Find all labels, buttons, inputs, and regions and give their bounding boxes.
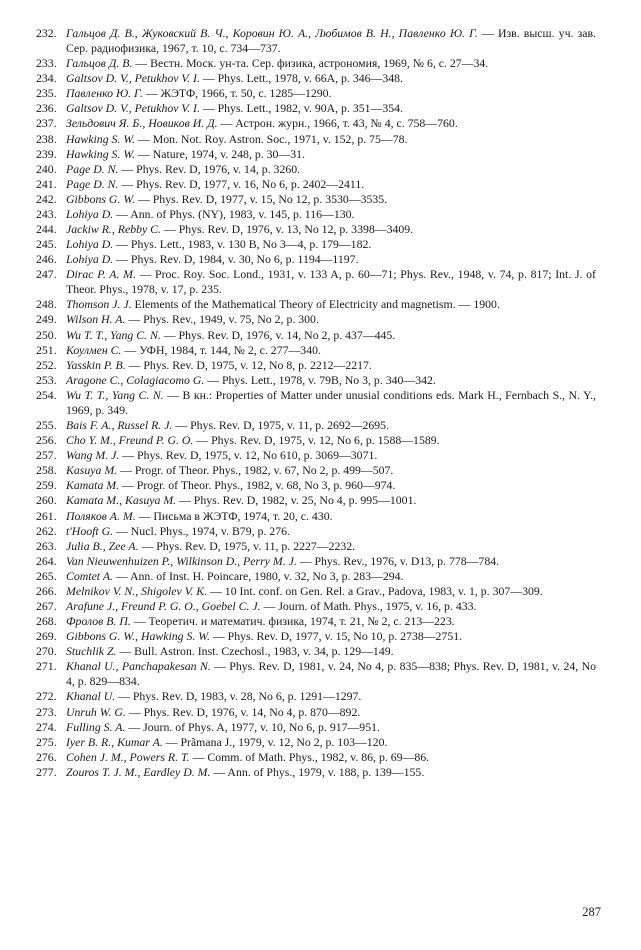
reference-source: — Bull. Astron. Inst. Czechosl., 1983, v. 34, p. 129—149.: [116, 644, 394, 659]
reference-authors: Gibbons G. W.: [66, 191, 136, 206]
reference-number: 264.: [36, 553, 57, 568]
reference-authors: Cho Y. M., Freund P. G. O.: [66, 433, 194, 448]
reference-number: 260.: [36, 493, 57, 508]
reference-source: — Proc. Roy. Soc. Lond., 1931, v. 133 A, p. 60—71; Phys. Rev., 1948, v. 74, p. 817; Int. J. of Theor. Phys., 1978, v. 17, p. 235.: [66, 267, 596, 297]
reference-entry: [36, 689, 596, 704]
reference-entry: [36, 629, 596, 644]
reference-source: — Prãmana J., 1979, v. 12, No 2, p. 103—120.: [162, 734, 388, 749]
reference-source: — Phys. Rev. D, 1977, v. 16, No 6, p. 2402—2411.: [118, 176, 365, 191]
reference-source: — Phys. Rev. D, 1983, v. 28, No 6, p. 1291—1297.: [115, 689, 362, 704]
reference-authors: Yasskin P. B.: [66, 357, 126, 372]
reference-entry: [36, 705, 596, 720]
reference-entry: [36, 720, 596, 735]
reference-source: — Phys. Rev. D, 1976, v. 14, p. 3260.: [118, 161, 301, 176]
reference-entry: [36, 644, 596, 659]
reference-number: 262.: [36, 523, 57, 538]
reference-number: 249.: [36, 312, 57, 327]
reference-number: 263.: [36, 538, 57, 553]
reference-number: 237.: [36, 116, 57, 131]
reference-authors: Aragone C., Colagiacomo G.: [66, 372, 205, 387]
reference-number: 248.: [36, 297, 57, 312]
reference-source: — Phys. Rev., 1976, v. D13, p. 778—784.: [296, 553, 500, 568]
reference-source: — Phys. Rev. D, 1975, v. 12, No 610, p. 3069—3071.: [119, 448, 378, 463]
reference-entry: [36, 222, 596, 237]
reference-source: — Progr. of Theor. Phys., 1982, v. 67, No 2, p. 499—507.: [117, 463, 394, 478]
reference-number: 273.: [36, 704, 57, 719]
reference-list: [36, 26, 596, 780]
reference-source: — Phys. Rev. D, 1975, v. 12, No 8, p. 2212—2217.: [125, 357, 372, 372]
reference-source: — Phys. Lett., 1978, v. 79B, No 3, p. 340—342.: [204, 372, 436, 387]
reference-authors: Гальцов Д. В., Жуковский В. Ч., Коровин Ю. А., Любимов В. Н., Павленко Ю. Г.: [66, 26, 478, 40]
reference-source: — Mon. Not. Roy. Astron. Soc., 1971, v. 152, p. 75—78.: [135, 131, 408, 146]
reference-number: 256.: [36, 433, 57, 448]
reference-entry: [36, 116, 596, 131]
reference-entry: [36, 599, 596, 614]
reference-authors: Hawking S. W.: [66, 131, 136, 146]
reference-entry: [36, 343, 596, 358]
reference-entry: [36, 86, 596, 101]
reference-authors: Van Nieuwenhuizen P., Wilkinson D., Perry M. J.: [66, 553, 297, 568]
reference-authors: Kamata M.: [66, 478, 120, 493]
reference-entry: [36, 56, 596, 71]
reference-number: 277.: [36, 764, 57, 779]
reference-number: 267.: [36, 598, 57, 613]
reference-number: 245.: [36, 237, 57, 252]
reference-entry: [36, 132, 596, 147]
reference-source: — Phys. Lett., 1982, v. 90A, p. 351—354.: [199, 101, 403, 116]
reference-number: 236.: [36, 101, 57, 116]
reference-entry: [36, 418, 596, 433]
reference-entry: [36, 312, 596, 327]
reference-entry: [36, 237, 596, 252]
reference-source: — Астрон. журн., 1966, т. 43, № 4, с. 758—760.: [217, 116, 458, 131]
reference-authors: Comtet A.: [66, 568, 113, 583]
reference-number: 276.: [36, 749, 57, 764]
reference-authors: Fulling S. A.: [66, 719, 126, 734]
reference-authors: Lohiya D.: [66, 252, 114, 267]
reference-source: — Phys. Rev. D, 1975, v. 11, p. 2692—2695.: [172, 418, 389, 433]
reference-number: 269.: [36, 629, 57, 644]
reference-number: 272.: [36, 689, 57, 704]
reference-entry: [36, 735, 596, 750]
reference-entry: [36, 569, 596, 584]
reference-entry: [36, 358, 596, 373]
reference-authors: Unruh W. G.: [66, 704, 126, 719]
reference-source: Elements of the Mathematical Theory of Electricity and magnetism. — 1900.: [131, 297, 500, 312]
reference-authors: Kasuya M.: [66, 463, 118, 478]
reference-source: — Phys. Rev. D, 1984, v. 30, No 6, p. 1194—1197.: [113, 252, 359, 267]
reference-entry: [36, 177, 596, 192]
reference-entry: [36, 373, 596, 388]
reference-authors: Page D. N.: [66, 161, 119, 176]
reference-authors: Khanal U.: [66, 689, 116, 704]
reference-authors: Kamata M., Kasuya M.: [66, 493, 177, 508]
reference-number: 255.: [36, 418, 57, 433]
reference-source: — Phys. Rev. D, 1976, v. 13, No 12, p. 3398—3409.: [161, 222, 414, 237]
reference-authors: Iyer B. R., Kumar A.: [66, 734, 163, 749]
reference-entry: [36, 388, 596, 418]
reference-number: 254.: [36, 387, 57, 402]
reference-source: — УФН, 1984, т. 144, № 2, с. 277—340.: [121, 342, 321, 357]
reference-number: 270.: [36, 644, 57, 659]
reference-entry: [36, 509, 596, 524]
reference-entry: [36, 267, 596, 297]
reference-entry: [36, 584, 596, 599]
reference-source: — Ann. of Phys., 1979, v. 188, p. 139—155.: [210, 764, 425, 779]
reference-source: — 10 Int. conf. on Gen. Rel. a Grav., Padova, 1983, v. 1, p. 307—309.: [207, 583, 543, 598]
reference-number: 233.: [36, 56, 57, 71]
reference-number: 275.: [36, 734, 57, 749]
reference-authors: Thomson J. J.: [66, 297, 132, 312]
reference-source: — Nature, 1974, v. 248, p. 30—31.: [135, 146, 305, 161]
reference-authors: Galtsov D. V., Petukhov V. I.: [66, 101, 200, 116]
reference-number: 268.: [36, 614, 57, 629]
reference-entry: [36, 162, 596, 177]
reference-source: — ЖЭТФ, 1966, т. 50, с. 1285—1290.: [142, 86, 332, 101]
reference-source: — Phys. Rev. D, 1977, v. 15, No 10, p. 2738—2751.: [209, 629, 463, 644]
reference-authors: Wilson H. A.: [66, 312, 126, 327]
reference-number: 247.: [36, 267, 57, 282]
reference-source: — Изв. высш. уч. зав. Сер. радиофизика, 1967, т. 10, с. 734—737.: [66, 26, 597, 56]
page-number: 287: [582, 905, 601, 919]
reference-entry: [36, 750, 596, 765]
reference-number: 242.: [36, 191, 57, 206]
reference-authors: Фролов В. П.: [66, 614, 131, 629]
reference-authors: Zouros T. J. M., Eardley D. M.: [66, 764, 211, 779]
reference-authors: Julia B., Zee A.: [66, 538, 139, 553]
reference-source: — Теоретич. и математич. физика, 1974, т. 21, № 2, с. 213—223.: [130, 614, 455, 629]
reference-number: 265.: [36, 568, 57, 583]
reference-number: 257.: [36, 448, 57, 463]
reference-number: 258.: [36, 463, 57, 478]
reference-number: 271.: [36, 659, 57, 674]
reference-authors: Павленко Ю. Г.: [66, 86, 143, 101]
reference-authors: Melnikov V. N., Shigolev V. K.: [66, 583, 208, 598]
reference-number: 253.: [36, 372, 57, 387]
reference-entry: [36, 539, 596, 554]
reference-number: 232.: [36, 26, 57, 40]
reference-source: — Journ. of Math. Phys., 1975, v. 16, p. 433.: [260, 598, 477, 613]
reference-source: — Phys. Rev. D, 1982, v. 25, No 4, p. 995—1001.: [176, 493, 417, 508]
reference-authors: Khanal U., Panchapakesan N.: [66, 659, 211, 674]
reference-source: — Comm. of Math. Phys., 1982, v. 86, p. 69—86.: [189, 749, 430, 764]
reference-number: 250.: [36, 327, 57, 342]
reference-entry: [36, 448, 596, 463]
reference-entry: [36, 297, 596, 312]
reference-entry: [36, 147, 596, 162]
reference-number: 261.: [36, 508, 57, 523]
reference-entry: [36, 26, 596, 56]
reference-source: — Phys. Rev. D, 1975, v. 11, p. 2227—2232.: [138, 538, 356, 553]
reference-number: 259.: [36, 478, 57, 493]
reference-entry: [36, 614, 596, 629]
reference-authors: Stuchlik Z.: [66, 644, 117, 659]
reference-number: 252.: [36, 357, 57, 372]
reference-source: — Phys. Rev. D, 1975, v. 12, No 6, p. 1588—1589.: [193, 433, 440, 448]
reference-number: 241.: [36, 176, 57, 191]
reference-source: — В кн.: Properties of Matter under unusial conditions eds. Mark H., Fernbach S., N. Y., 1969, p. 349.: [66, 387, 596, 417]
reference-entry: [36, 478, 596, 493]
reference-source: — Ann. of Phys. (NY), 1983, v. 145, p. 116—130.: [113, 206, 355, 221]
reference-source: — Progr. of Theor. Phys., 1982, v. 68, No 3, p. 960—974.: [119, 478, 396, 493]
reference-authors: Cohen J. M., Powers R. T.: [66, 749, 190, 764]
reference-number: 239.: [36, 146, 57, 161]
reference-authors: Jackiw R., Rebby C.: [66, 222, 161, 237]
reference-authors: Lohiya D.: [66, 237, 114, 252]
reference-number: 240.: [36, 161, 57, 176]
reference-entry: [36, 463, 596, 478]
reference-entry: [36, 765, 596, 780]
reference-authors: t'Hooft G.: [66, 523, 114, 538]
reference-authors: Hawking S. W.: [66, 146, 136, 161]
reference-authors: Arafune J., Freund P. G. O., Goebel C. J.: [66, 598, 261, 613]
reference-source: — Phys. Rev., 1949, v. 75, No 2, p. 300.: [125, 312, 319, 327]
reference-authors: Bais F. A., Russel R. J.: [66, 418, 173, 433]
reference-number: 244.: [36, 222, 57, 237]
reference-entry: [36, 71, 596, 86]
reference-authors: Gibbons G. W., Hawking S. W.: [66, 629, 210, 644]
reference-number: 235.: [36, 86, 57, 101]
reference-entry: [36, 328, 596, 343]
reference-authors: Wang M. J.: [66, 448, 120, 463]
reference-authors: Lohiya D.: [66, 206, 114, 221]
reference-authors: Galtsov D. V., Petukhov V. I.: [66, 71, 200, 86]
reference-source: — Ann. of Inst. H. Poincare, 1980, v. 32, No 3, p. 283—294.: [112, 568, 404, 583]
reference-source: — Nucl. Phys., 1974, v. B79, p. 276.: [113, 523, 290, 538]
reference-entry: [36, 192, 596, 207]
reference-authors: Коулмен С.: [66, 342, 122, 357]
reference-authors: Зельдович Я. Б., Новиков И. Д.: [66, 116, 218, 131]
reference-source: — Phys. Lett., 1983, v. 130 B, No 3—4, p. 179—182.: [113, 237, 372, 252]
reference-source: — Письма в ЖЭТФ, 1974, т. 20, с. 430.: [135, 508, 333, 523]
reference-authors: Wu T. T., Yang C. N.: [66, 387, 164, 402]
reference-authors: Поляков А. М.: [66, 508, 136, 523]
reference-source: — Journ. of Phys. A, 1977, v. 10, No 6, p. 917—951.: [125, 719, 380, 734]
reference-source: — Phys. Rev. D, 1981, v. 24, No 4, p. 835—838; Phys. Rev. D, 1981, v. 24, No 4, p. 829—834.: [66, 659, 596, 689]
reference-number: 266.: [36, 583, 57, 598]
reference-source: — Phys. Lett., 1978, v. 66A, p. 346—348.: [199, 71, 403, 86]
reference-source: — Phys. Rev. D, 1976, v. 14, No 4, p. 870—892.: [125, 704, 361, 719]
reference-entry: [36, 659, 596, 689]
reference-source: — Phys. Rev. D, 1976, v. 14, No 2, p. 437—445.: [160, 327, 396, 342]
reference-number: 251.: [36, 342, 57, 357]
reference-entry: [36, 433, 596, 448]
reference-number: 274.: [36, 719, 57, 734]
reference-number: 246.: [36, 252, 57, 267]
reference-entry: [36, 524, 596, 539]
reference-authors: Page D. N.: [66, 176, 119, 191]
reference-number: 234.: [36, 71, 57, 86]
reference-entry: [36, 554, 596, 569]
reference-authors: Wu T. T., Yang C. N.: [66, 327, 161, 342]
reference-authors: Гальцов Д. В.: [66, 56, 133, 71]
reference-entry: [36, 101, 596, 116]
reference-number: 238.: [36, 131, 57, 146]
reference-authors: Dirac P. A. M.: [66, 267, 136, 282]
reference-source: — Phys. Rev. D, 1977, v. 15, No 12, p. 3530—3535.: [135, 191, 388, 206]
reference-source: — Вестн. Моск. ун-та. Сер. физика, астрономия, 1969, № 6, с. 27—34.: [132, 56, 489, 71]
reference-number: 243.: [36, 206, 57, 221]
reference-entry: [36, 493, 596, 508]
reference-entry: [36, 252, 596, 267]
reference-entry: [36, 207, 596, 222]
